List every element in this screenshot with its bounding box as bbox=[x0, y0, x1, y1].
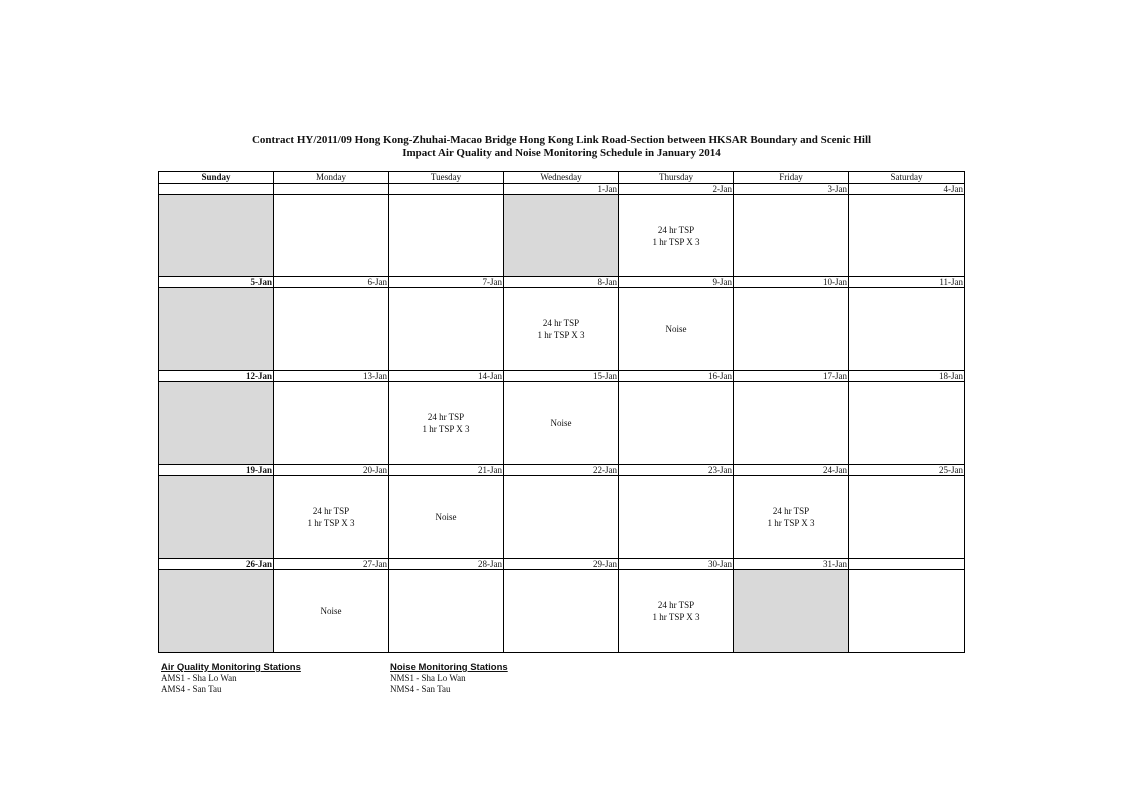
title-line-1: Contract HY/2011/09 Hong Kong-Zhuhai-Macao Bridge Hong Kong Link Road-Section between HKSAR Boundary and Scenic Hill bbox=[251, 134, 872, 146]
noise-station: NMS4 - San Tau bbox=[390, 684, 451, 694]
day-cell bbox=[619, 476, 734, 559]
date-label: 15-Jan bbox=[504, 371, 619, 382]
weekday-header: Wednesday bbox=[504, 172, 619, 184]
day-cell bbox=[504, 476, 619, 559]
monitoring-event: 1 hr TSP X 3 bbox=[307, 518, 355, 528]
date-label: 17-Jan bbox=[734, 371, 849, 382]
date-row bbox=[159, 277, 965, 288]
date-row bbox=[159, 465, 965, 476]
day-cell bbox=[389, 382, 504, 465]
day-cell bbox=[619, 382, 734, 465]
day-cell bbox=[274, 570, 389, 653]
date-label: 4-Jan bbox=[849, 184, 965, 195]
day-cell bbox=[619, 288, 734, 371]
day-cell bbox=[274, 195, 389, 277]
date-label: 1-Jan bbox=[504, 184, 619, 195]
date-label: 6-Jan bbox=[274, 277, 389, 288]
date-label: 10-Jan bbox=[734, 277, 849, 288]
day-cell bbox=[734, 288, 849, 371]
date-label: 14-Jan bbox=[389, 371, 504, 382]
weekday-header: Thursday bbox=[619, 172, 734, 184]
day-cell bbox=[389, 570, 504, 653]
date-label: 25-Jan bbox=[849, 465, 965, 476]
monitoring-event: 24 hr TSP bbox=[312, 506, 350, 516]
date-label: 19-Jan bbox=[159, 465, 274, 476]
weekday-header: Sunday bbox=[159, 172, 274, 184]
day-cell bbox=[849, 476, 965, 559]
weekday-header: Saturday bbox=[849, 172, 965, 184]
schedule-row bbox=[159, 382, 965, 465]
monitoring-event: 1 hr TSP X 3 bbox=[537, 330, 585, 340]
noise-legend-heading: Noise Monitoring Stations bbox=[390, 662, 508, 673]
weekday-header: Monday bbox=[274, 172, 389, 184]
day-cell bbox=[389, 195, 504, 277]
day-cell bbox=[274, 476, 389, 559]
date-label: 30-Jan bbox=[619, 559, 734, 570]
weekday-header-row bbox=[159, 172, 965, 184]
day-cell bbox=[849, 195, 965, 277]
date-label: 24-Jan bbox=[734, 465, 849, 476]
noise-station: NMS1 - Sha Lo Wan bbox=[390, 673, 466, 683]
day-cell bbox=[159, 382, 274, 465]
day-cell bbox=[849, 288, 965, 371]
date-label: 11-Jan bbox=[849, 277, 965, 288]
document-title bbox=[0, 134, 1123, 160]
monitoring-event: 24 hr TSP bbox=[772, 506, 810, 516]
noise-legend bbox=[390, 662, 508, 695]
monitoring-event: 1 hr TSP X 3 bbox=[652, 236, 700, 247]
date-row bbox=[159, 559, 965, 570]
date-label: 22-Jan bbox=[504, 465, 619, 476]
monitoring-event: Noise bbox=[550, 418, 572, 428]
monitoring-event: Noise bbox=[435, 512, 457, 522]
date-label: 31-Jan bbox=[734, 559, 849, 570]
monitoring-event: 1 hr TSP X 3 bbox=[767, 518, 815, 528]
day-cell bbox=[504, 570, 619, 653]
date-label: 5-Jan bbox=[159, 277, 274, 288]
schedule-row bbox=[159, 195, 965, 277]
monitoring-event: 24 hr TSP bbox=[542, 318, 580, 328]
date-label: 18-Jan bbox=[849, 371, 965, 382]
day-cell bbox=[274, 288, 389, 371]
monitoring-event: Noise bbox=[665, 324, 687, 334]
date-label bbox=[389, 184, 504, 195]
date-label: 26-Jan bbox=[159, 559, 274, 570]
schedule-row bbox=[159, 288, 965, 371]
day-cell bbox=[159, 288, 274, 371]
day-cell bbox=[159, 570, 274, 653]
date-label: 27-Jan bbox=[274, 559, 389, 570]
day-cell bbox=[504, 382, 619, 465]
date-row bbox=[159, 371, 965, 382]
day-cell bbox=[734, 382, 849, 465]
air-quality-station: AMS1 - Sha Lo Wan bbox=[161, 673, 237, 683]
date-label bbox=[274, 184, 389, 195]
date-row bbox=[159, 184, 965, 195]
date-label: 7-Jan bbox=[389, 277, 504, 288]
air-quality-station: AMS4 - San Tau bbox=[161, 684, 222, 694]
date-label: 3-Jan bbox=[734, 184, 849, 195]
day-cell bbox=[734, 195, 849, 277]
day-cell bbox=[849, 570, 965, 653]
date-label bbox=[159, 184, 274, 195]
date-label: 29-Jan bbox=[504, 559, 619, 570]
date-label: 2-Jan bbox=[619, 184, 734, 195]
day-cell bbox=[849, 382, 965, 465]
calendar-body bbox=[159, 184, 965, 653]
schedule-row bbox=[159, 570, 965, 653]
monitoring-event: 24 hr TSP bbox=[427, 412, 465, 422]
day-cell bbox=[734, 570, 849, 653]
title-line-2: Impact Air Quality and Noise Monitoring Schedule in January 2014 bbox=[402, 147, 721, 159]
weekday-header: Friday bbox=[734, 172, 849, 184]
date-label: 23-Jan bbox=[619, 465, 734, 476]
monitoring-event: Noise bbox=[320, 606, 342, 616]
monitoring-event: 24 hr TSP bbox=[657, 600, 695, 610]
day-cell bbox=[504, 288, 619, 371]
air-quality-legend bbox=[161, 662, 301, 695]
monitoring-event: 24 hr TSP bbox=[657, 224, 695, 235]
day-cell bbox=[389, 288, 504, 371]
date-label: 20-Jan bbox=[274, 465, 389, 476]
schedule-row bbox=[159, 476, 965, 559]
monitoring-event: 1 hr TSP X 3 bbox=[422, 424, 470, 434]
day-cell bbox=[619, 195, 734, 277]
date-label: 8-Jan bbox=[504, 277, 619, 288]
weekday-header: Tuesday bbox=[389, 172, 504, 184]
day-cell bbox=[274, 382, 389, 465]
date-label: 9-Jan bbox=[619, 277, 734, 288]
day-cell bbox=[159, 476, 274, 559]
date-label: 16-Jan bbox=[619, 371, 734, 382]
day-cell bbox=[619, 570, 734, 653]
day-cell bbox=[504, 195, 619, 277]
air-quality-legend-heading: Air Quality Monitoring Stations bbox=[161, 662, 301, 673]
date-label: 12-Jan bbox=[159, 371, 274, 382]
date-label: 21-Jan bbox=[389, 465, 504, 476]
day-cell bbox=[389, 476, 504, 559]
date-label bbox=[849, 559, 965, 570]
monitoring-event: 1 hr TSP X 3 bbox=[652, 612, 700, 622]
day-cell bbox=[734, 476, 849, 559]
day-cell bbox=[159, 195, 274, 277]
date-label: 13-Jan bbox=[274, 371, 389, 382]
monitoring-calendar bbox=[158, 171, 965, 653]
date-label: 28-Jan bbox=[389, 559, 504, 570]
